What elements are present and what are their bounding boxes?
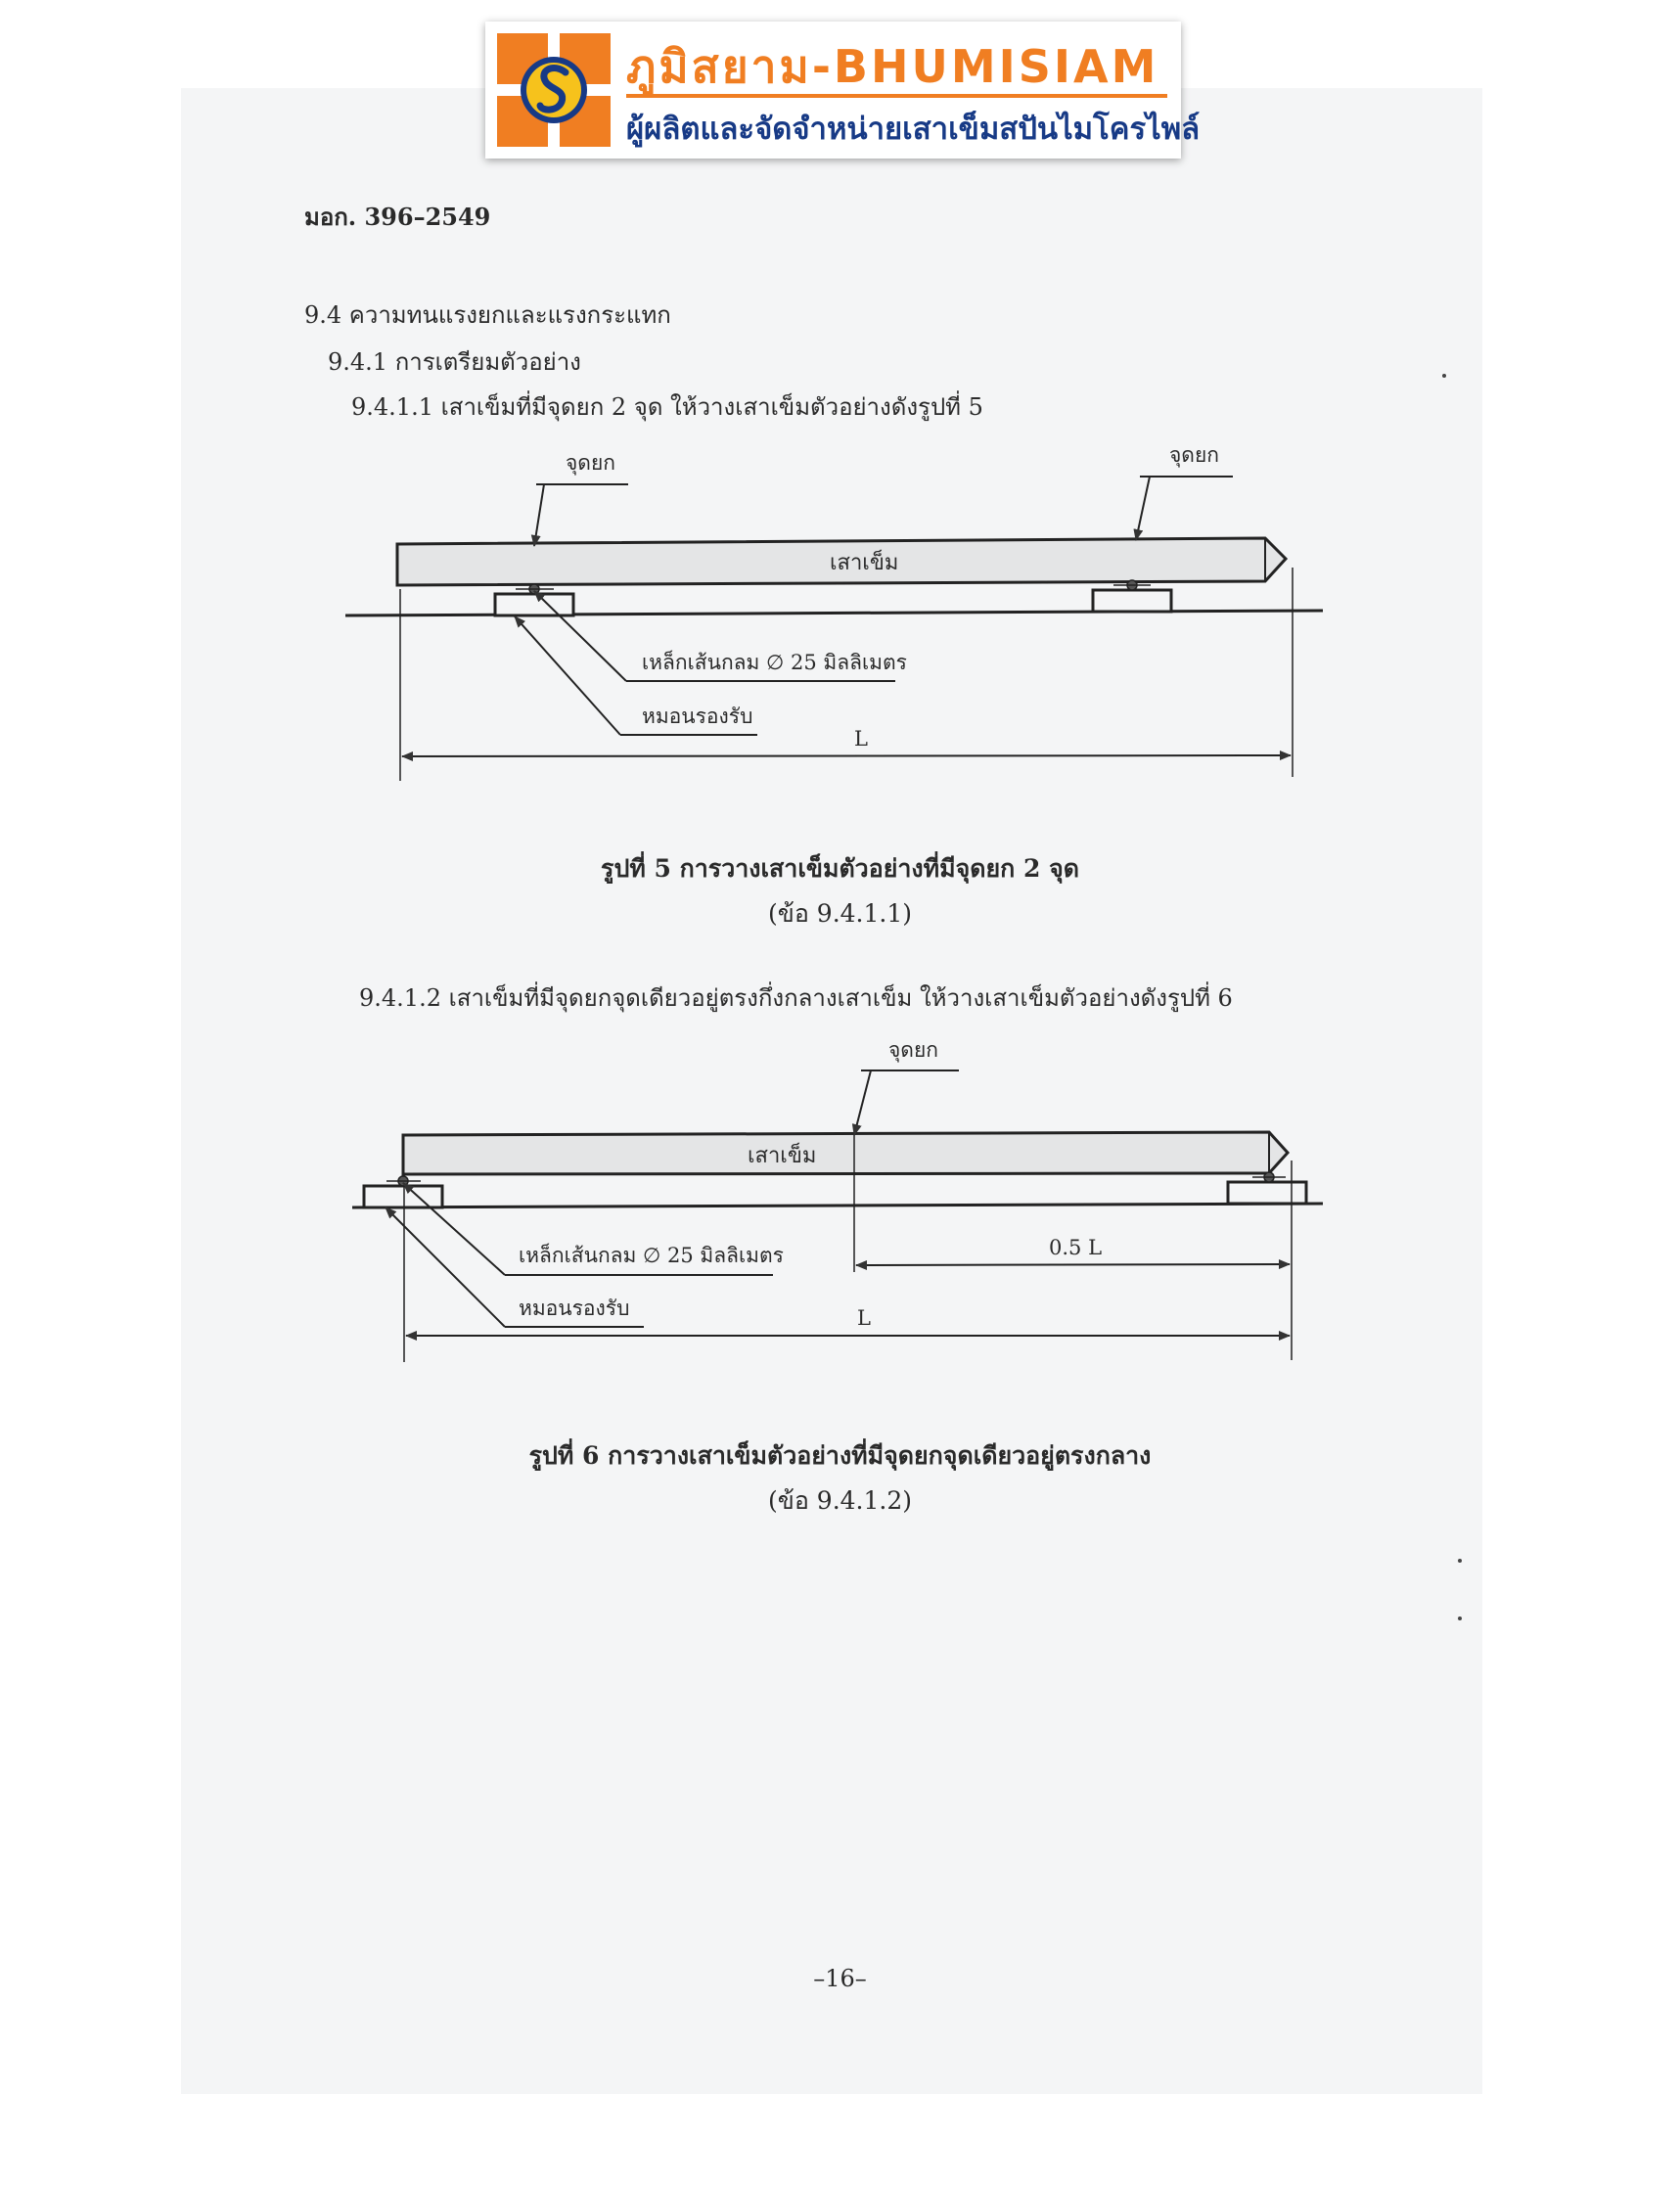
scan-speck	[1442, 374, 1446, 378]
figure-6-reference: (ข้อ 9.4.1.2)	[767, 1486, 913, 1515]
brand-banner	[485, 22, 1201, 159]
support-pad-label: หมอนรองรับ	[519, 1297, 630, 1320]
brand-divider	[626, 94, 1167, 98]
standard-code: มอก. 396–2549	[304, 203, 491, 231]
pile-body	[403, 1132, 1288, 1174]
ground-line	[345, 611, 1323, 615]
scan-speck	[1458, 1559, 1462, 1563]
support-pad-label: หมอนรองรับ	[642, 705, 753, 728]
brand-subtitle: ผู้ผลิตและจัดจำหน่ายเสาเข็มสปันไมโครไพล์	[626, 112, 1201, 147]
support-pad-left	[495, 594, 573, 615]
figure-5-caption: รูปที่ 5 การวางเสาเข็มตัวอย่างที่มีจุดยก 2 จุด	[601, 854, 1079, 883]
lift-point-label-right: จุดยก	[1169, 443, 1219, 467]
section-heading-9-4-1: 9.4.1 การเตรียมตัวอย่าง	[328, 348, 581, 376]
figure-6-diagram	[0, 1033, 1680, 1386]
length-label: L	[857, 1306, 871, 1330]
page-number: –16–	[813, 1965, 867, 1992]
steel-rod-label: เหล็กเส้นกลม ∅ 25 มิลลิเมตร	[642, 651, 907, 674]
section-heading-9-4: 9.4 ความทนแรงยกและแรงกระแทก	[304, 301, 671, 329]
pile-label: เสาเข็ม	[830, 551, 899, 575]
half-length-dimension	[856, 1264, 1290, 1265]
lift-point-label: จุดยก	[888, 1038, 938, 1062]
half-length-label: 0.5 L	[1049, 1236, 1103, 1259]
lift-point-label-left: จุดยก	[566, 451, 615, 475]
support-pad-right	[1228, 1182, 1306, 1204]
scan-speck	[1458, 1616, 1462, 1620]
brand-title: ภูมิสยาม-BHUMISIAM	[626, 40, 1159, 93]
figure-6-caption: รูปที่ 6 การวางเสาเข็มตัวอย่างที่มีจุดยกจุดเดียวอยู่ตรงกลาง	[528, 1441, 1152, 1470]
steel-rod-label: เหล็กเส้นกลม ∅ 25 มิลลิเมตร	[519, 1244, 784, 1267]
figure-5-diagram	[0, 431, 1680, 783]
length-dimension	[402, 755, 1291, 756]
length-label: L	[854, 727, 868, 751]
section-paragraph-9-4-1-1: 9.4.1.1 เสาเข็มที่มีจุดยก 2 จุด ให้วางเสาเข็มตัวอย่างดังรูปที่ 5	[351, 393, 983, 421]
pile-label: เสาเข็ม	[748, 1144, 817, 1168]
support-pad-right	[1093, 590, 1171, 612]
section-paragraph-9-4-1-2: 9.4.1.2 เสาเข็มที่มีจุดยกจุดเดียวอยู่ตรงกึ่งกลางเสาเข็ม ให้วางเสาเข็มตัวอย่างดังรูปที่ 6	[359, 984, 1233, 1012]
figure-5-reference: (ข้อ 9.4.1.1)	[767, 899, 913, 928]
support-pad-left	[364, 1186, 442, 1207]
ground-line	[352, 1204, 1323, 1207]
bhumisiam-logo-icon	[497, 33, 611, 147]
